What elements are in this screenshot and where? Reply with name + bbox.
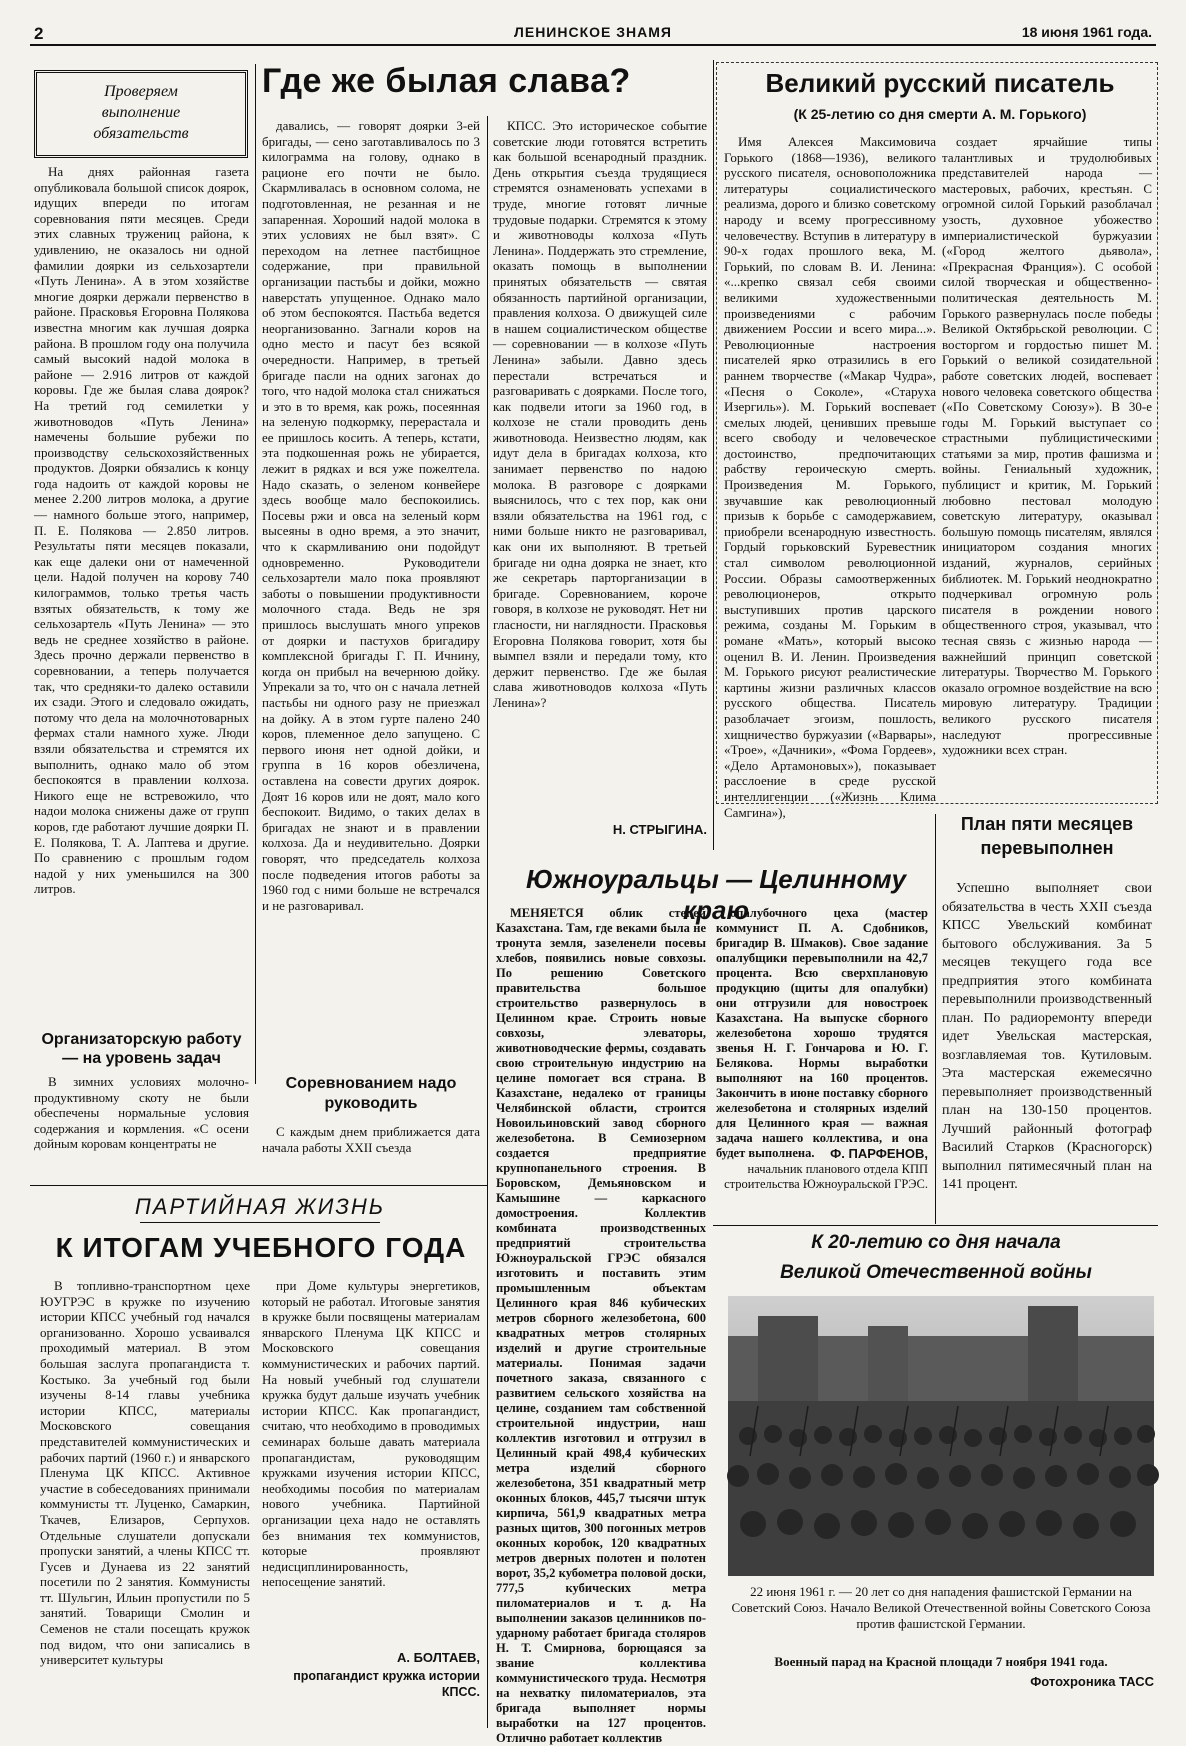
parade-photo [728,1296,1154,1576]
subhead-competition: Соревнованием надо руководить [285,1075,457,1112]
signature-boltaev-role: пропагандист кружка истории КПСС. [293,1669,480,1699]
article-slava-text-1: На днях районная газета опубликовала большой список доярок, идущих впереди по итогам соревнования пяти месяцев. Среди этих славных тружениц района, к удивлению, не оказалось ни одной фамилии доярки из сельхозартели «Путь Ленина». А в этом хозяйстве многие доярки держали первенство в районе. Прасковья Егоровна Полякова известна многим как лучшая доярка района. В прошлом году она получила самый высокий надой молока в районе — 2.916 литров от каждой коровы. Где же былая слава доярок? На третий год семилетки у животноводов «Путь Ленина» намечены большие рубежи по производству сельскохозяйственных продуктов. Доярки обязались к концу года надоить от каждой коровы не менее 2.200 литров молока, а другие — намного больше этого, например, П. Е. Полякова — 2.850 литров. Результаты пяти месяцев показали, как еще далеки они от намеченной цели. Надой получен на корову 740 килограммов, только третья часть взятых обязательств, к тому же сельхозартель «Путь Ленина» — это ведь не среднее хозяйство в районе. Здесь прочно держали первенство в соревновании, а теперь получается так, что средняки-то далеко оставили их сзади. Этого и следовало ожидать, потому что дела на молочнотоварных фермах стали намного хуже. Люди взяли обязательства и стремятся их выполнить, однако мало об этом беспокоятся в правлении колхоза. Никого еще не встревожило, что надои молока снижены даже от групп коров, где работают лучшие доярки П. Е. Полякова, Т. А. Лаптева и другие. По сравнению с прошлым годом надой у них уменьшился на 300 литров. [34,164,249,897]
signature-strygina: Н. СТРЫГИНА. [612,822,707,837]
article-slava-col2b [262,1124,480,1172]
rubric-underline [140,1222,380,1223]
rubric-line-2: выполнение [101,104,181,121]
article-study-col1 [40,1278,250,1724]
column-rule-1 [255,64,256,1084]
newspaper-name: ЛЕНИНСКОЕ ЗНАМЯ [514,24,672,40]
article-celina-text-1: МЕНЯЕТСЯ облик степей Казахстана. Там, где веками была не тронута земля, зазеленели посевы хлебов, появились новые совхозы. По решению Советского правительства большое строительство развернулось в Целинном крае. Строить новые совхозы, элеваторы, животноводческие фермы, создавать свою строительную индустрию на целине помогает вся страна. В Казахстане, недалеко от границы Челябинской области, строится Новоильиновский завод сборного железобетона. В Семиозерном создается предприятие крупнопанельного строения. В Боровском, Демьяновском и Камышине — каркасного домостроения. Коллектив комбината производственных предприятий строительства Южноуральской ГРЭС обязался изготовить и поставить этим промышленным объектам Целинного края 846 кубических метров сборного железобетона, 600 квадратных метров столярных изделий и другие строительные материалы. Понимая задачи почетного заказа, связанного с развитием сельского хозяйства на целине, созданием там собственной строительной индустрии, наш коллектив изготовил и отгрузил в Целинный край 498,4 кубических метра изделий сборного железобетона, 351 квадратный метр оконных блоков, 445,7 тысячи штук кирпича, 561,9 квадратных метра разных щитов, 300 погонных метров оконных коробок, 120 квадратных метров дверных полотен и полотен ворот, 35,2 кубометра половой доски, 777,5 кубических метра пиломатериалов и т. д. На выполнении заказов целинников по-ударному работает бригада столяров Н. Т. Смирнова, борющаяся за звание коллектива коммунистического труда. Несмотря на нехватку пиломатериалов, эта бригада выполняет нормы выработки на 127 процентов. Отлично работает коллектив [496,906,706,1745]
article-slava-text-3: КПСС. Это историческое событие советские люди готовятся встретить как большой всенародный праздник. День открытия съезда трудящиеся стремятся ознаменовать успехами в труде, многие готовят личные трудовые подарки. Стремятся к этому и животноводы колхоза «Путь Ленина». Поддержать это стремление, оказать помощь в выполнении принятых обязательств — святая обязанность партийной организации, правления колхоза. О движущей силе в нашем социалистическом обществе — соревновании — в колхозе «Путь Ленина» забыли. Давно здесь перестали встречаться и разговаривать с доярками. После того, как подвели итоги за 1960 год, в колхозе не стали проводить день животновода. Неизвестно людям, как идут дела в бригадах колхоза, кто занимает первенство по надою молока. В разговоре с доярками выяснилось, что с тех пор, как они взяли обязательства на 1961 год, с ними больше никто не разговаривал, как они их выполняют. В третьей бригаде ни одна доярка не знает, кто же секретарь парторганизации в бригаде. Соревнованием, короче говоря, в колхозе не руководят. Нет ни гласности, ни наглядности. Прасковья Егоровна Полякова говорит, хотя бы вымпел взяли и передали тому, кто держит первенство. Где же былая слава животноводов колхоза «Путь Ленина»? [493,118,707,710]
page-number: 2 [34,24,44,43]
article-subtitle-gorky: (К 25-летию со дня смерти А. М. Горького) [793,106,1087,122]
article-title-slava: Где же былая слава? [262,62,631,100]
rubric-line-3: обязательств [93,125,189,142]
anniversary-heading-2: Великой Отечественной войны [780,1262,1092,1283]
article-gorky-col2 [942,134,1152,800]
signature-boltaev: А. БОЛТАЕВ, [396,1650,480,1665]
masthead-rule [30,44,1156,46]
rubric-line-1: Проверяем [104,83,178,100]
article-title-gorky: Великий русский писатель [765,68,1115,98]
article-gorky-col1 [724,134,936,820]
photo-caption-2: Военный парад на Красной площади 7 ноября 1941 года. [774,1654,1108,1669]
column-rule-2 [487,116,488,1728]
article-title-study-year: К ИТОГАМ УЧЕБНОГО ГОДА [55,1232,467,1263]
article-slava-col1b [34,1074,249,1170]
issue-date: 18 июня 1961 года. [1021,24,1152,40]
photo-caption-1: 22 июня 1961 г. — 20 лет со дня нападения фашистской Германии на Советский Союз. Начало Великой Отечественной войны Советского Союза против фашистской Германии. [731,1584,1151,1631]
article-title-plan: План пяти месяцев перевыполнен [960,814,1134,858]
article-study-col2 [262,1278,480,1644]
article-slava-text-2: давались, — говорят доярки 3-ей бригады, — сено заготавливалось по 3 килограмма на голову, однако в рационе его почти не было. Скармливалась в основном солома, не подготовленная, не резанная и не запаренная. Хороший надой молока в этих условиях не был взят». С переходом на летнее пастбищное содержание, при правильной организации пастьбы и дойки, можно наверстать упущенное. Однако мало об этом беспокоятся. Пастьба ведется неорганизованно. Загнали коров на одно место и пасут без всякой очередности. Например, в третьей бригаде пасли на одних загонах до того, что надой молока стал снижаться и это в то время, как рожь, посеянная на зеленую подкормку, перерастала и ее пришлось косить. А теперь, кстати, эта подкошенная рожь не убирается, лежит в рядках и вся уже пожелтела. Надо сказать, о зеленом конвейере здесь вообще мало беспокоились. Посевы ржи и овса на зеленый корм высеяны в одно время, а это значит, что к скармливанию они подойдут одновременно. Руководители сельхозартели мало пока проявляют заботы о повышении продуктивности молочного стада. Ведь не зря пришлось выслушать много упреков от доярки и пастухов бригадиру комплексной бригады Г. П. Ичнину, когда он прибыл на вечернюю дойку. Упрекали за то, что он с начала летней пастьбы ни одного разу не приезжал на дойку. А в этом гурте палено 240 коров, племенное дело запущено. С первого июня нет одной дойки, и группа в 16 коров обезличена, оставлена на совести других доярок. Доят 16 коров или не доят, мало кого беспокоит. Видимо, о таких делах в бригадах не знают и в правлении колхоза. Да и неудивительно. Доярки говорят, что председатель колхоза после подведения итогов работы за 1960 год с ними больше не встречался и не разговаривал. [262,118,480,913]
article-gorky-text-1: Имя Алексея Максимовича Горького (1868—1936), великого русского писателя, основоположника литературы социалистического реализма, дорого и близко советскому народу и всему прогрессивному человечеству. Вступив в литературу в 90-х годах прошлого века, М. Горький, по словам В. И. Ленина: «...крепко связал себя своими великими художественными произведениями с рабочим движением России и всего мира...». Революционные настроения писателей ярко отразились в его раннем творчестве («Макар Чудра», «Песня о Соколе», «Старуха Изергиль»). М. Горький воспевает смелых людей, ценивших превыше всего свободу и человеческое достоинство, предпочитающих рабству героическую смерть. Произведения М. Горького, звучавшие как революционный призыв к борьбе с самодержавием, приобрели всенародную известность. Гордый горьковский Буревестник стал символом революционной России. Образы самоотверженных революционеров, открыто выступивших против царского режима, созданы М. Горьким в романе «Мать», который высоко оценил В. И. Ленин. Произведения М. Горького рисуют реалистические картины жизни различных классов русского общества. Писатель разоблачает эгоизм, пошлость, хищничество буржуазии («Варвары», «Трое», «Дачники», «Фома Гордеев», «Дело Артамоновых»), показывает расслоение в среде русской интеллигенции («Жизнь Клима Самгина»), [724,134,936,820]
article-slava-text-2b: С каждым днем приближается дата начала работы XXII съезда [262,1124,480,1155]
article-plan-col [942,880,1152,1218]
article-plan-text: Успешно выполняет свои обязательства в честь XXII съезда КПСС Увельский комбинат бытового обслуживания. За 5 месяцев текущего года все предприятия этого комбината перевыполнили производственный план. По радиоремонту впереди идет Увельская мастерская, возглавляемая тов. Кутиловым. Эта мастерская ежемесячно перевыполняет производственный план на 130-150 процентов. Лучший районный фотограф Василий Старков (Красногорск) выполнил пятимесячный план на 141 процент. [942,881,1152,1192]
section-rule-2 [713,1225,1158,1226]
parade-photo-image [728,1296,1154,1576]
signature-parfenov: Ф. ПАРФЕНОВ, [830,1146,928,1161]
article-celina-text-2: опалубочного цеха (мастер коммунист П. А. Сдобников, бригадир В. Шмаков). Свое задание опалубщики перевыполнили на 42,7 процента. Всю сверхплановую продукцию (щиты для опалубки) они отгрузили для новостроек Казахстана. На выпуске сборного железобетона хорошо трудятся звенья Н. Г. Гончарова и Ю. Г. Белякова. Нормы выработки выполняют на 160 процентов. Закончить в июне поставку сборного железобетона и столярных изделий для Целинного края — важная задача нашего коллектива, и она будет выполнена. [716,906,928,1160]
rubric-party-life: ПАРТИЙНАЯ ЖИЗНЬ [134,1194,386,1219]
signature-parfenov-role: начальник планового отдела КПП строительства Южноуральской ГРЭС. [724,1162,928,1191]
article-slava-text-1b: В зимних условиях молочно-продуктивному скоту не были обеспечены нормальные условия содержания и кормления. «С осени дойным коровам концентраты не [34,1074,249,1152]
subhead-organizational-work: Организаторскую работу — на уровень задач [41,1031,242,1067]
anniversary-heading-1: К 20-летию со дня начала [811,1232,1061,1253]
article-celina-col1 [496,906,706,1745]
photo-credit: Фотохроника ТАСС [1030,1674,1154,1689]
article-study-text-1: В топливно-транспортном цехе ЮУГРЭС в кружке по изучению истории КПСС учебный год начался организованно. Хорошо усваивался проходимый материал. В этом большая заслуга пропагандиста т. Костыко. За учебный год были изучены 8-14 главы учебника истории КПСС, материалы Московского совещания представителей коммунистических и рабочих партий (1960 г.) и январского Пленума ЦК КПСС. Активное участие в собеседованиях принимали коммунисты тт. Луценко, Самаркин, Ткачев, Елизаров, Серпухов. Отдельные слушатели допускали пропуски занятий, а члены КПСС тт. Гусев и Дунаева из 22 занятий посетили по 2 занятия. Коммунисты тт. Шульгин, Ильин пропустили по 5 занятий. Товарищи Смолин и Семенов не стали посещать кружок под видом, что они записались в университет культуры [40,1278,250,1668]
column-rule-3 [713,60,714,850]
article-study-text-2: при Доме культуры энергетиков, который не работал. Итоговые занятия в кружке были посвящены материалам январского Пленума ЦК КПСС и Московского совещания коммунистических и рабочих партий. На новый учебный год слушатели кружка будут дальше изучать учебник истории КПСС. Как пропагандист, считаю, что необходимо в проводимых семинарах больше давать материала пропагандистам, руководящим кружками изучения истории КПСС, необходимы пособия по материалам нового учебника. Партийной организации цеха надо не оставлять без внимания тех коммунистов, которые проявляют недисциплинированность, непосещение занятий. [262,1278,480,1590]
article-gorky-text-2: создает ярчайшие типы талантливых и трудолюбивых представителей народа — мастеровых, рабочих, крестьян. С огромной силой Горький разоблачал узость, духовное убожество империалистической буржуазии («Город желтого дьявола», «Прекрасная Франция»). С особой силой творческая и общественно-политическая деятельность М. Горького развернулась после победы Великой Октябрьской революции. С восторгом и гордостью пишет М. Горький о великой созидательной работе советских людей, воспевает нового человека советского общества («По Советскому Союзу»). В 30-е годы М. Горький выступает со страстными публицистическими статьями за мир, против фашизма и войны. Гениальный художник, публицист и критик, М. Горький любовно пестовал молодую советскую литературу, оказывал большую помощь писателям, являлся инициатором создания многих изданий, журналов, серийных библиотек. М. Горький неоднократно подчеркивал огромную роль писателя в рождении нового общественного строя, указывал, что тесная связь с жизнью народа — важнейший принцип советской литературы. Творчество М. Горького оказало огромное воздействие на всю мировую литературу. Традиции великого русского писателя наследуют прогрессивные художники всех стран. [942,134,1152,758]
article-slava-col2 [262,118,480,1064]
article-slava-col1 [34,164,249,1026]
article-slava-col3 [493,118,707,818]
rubric-box [34,70,248,158]
section-rule-1 [30,1185,488,1186]
article-title-celina: Южноуральцы — Целинному краю [525,864,907,925]
